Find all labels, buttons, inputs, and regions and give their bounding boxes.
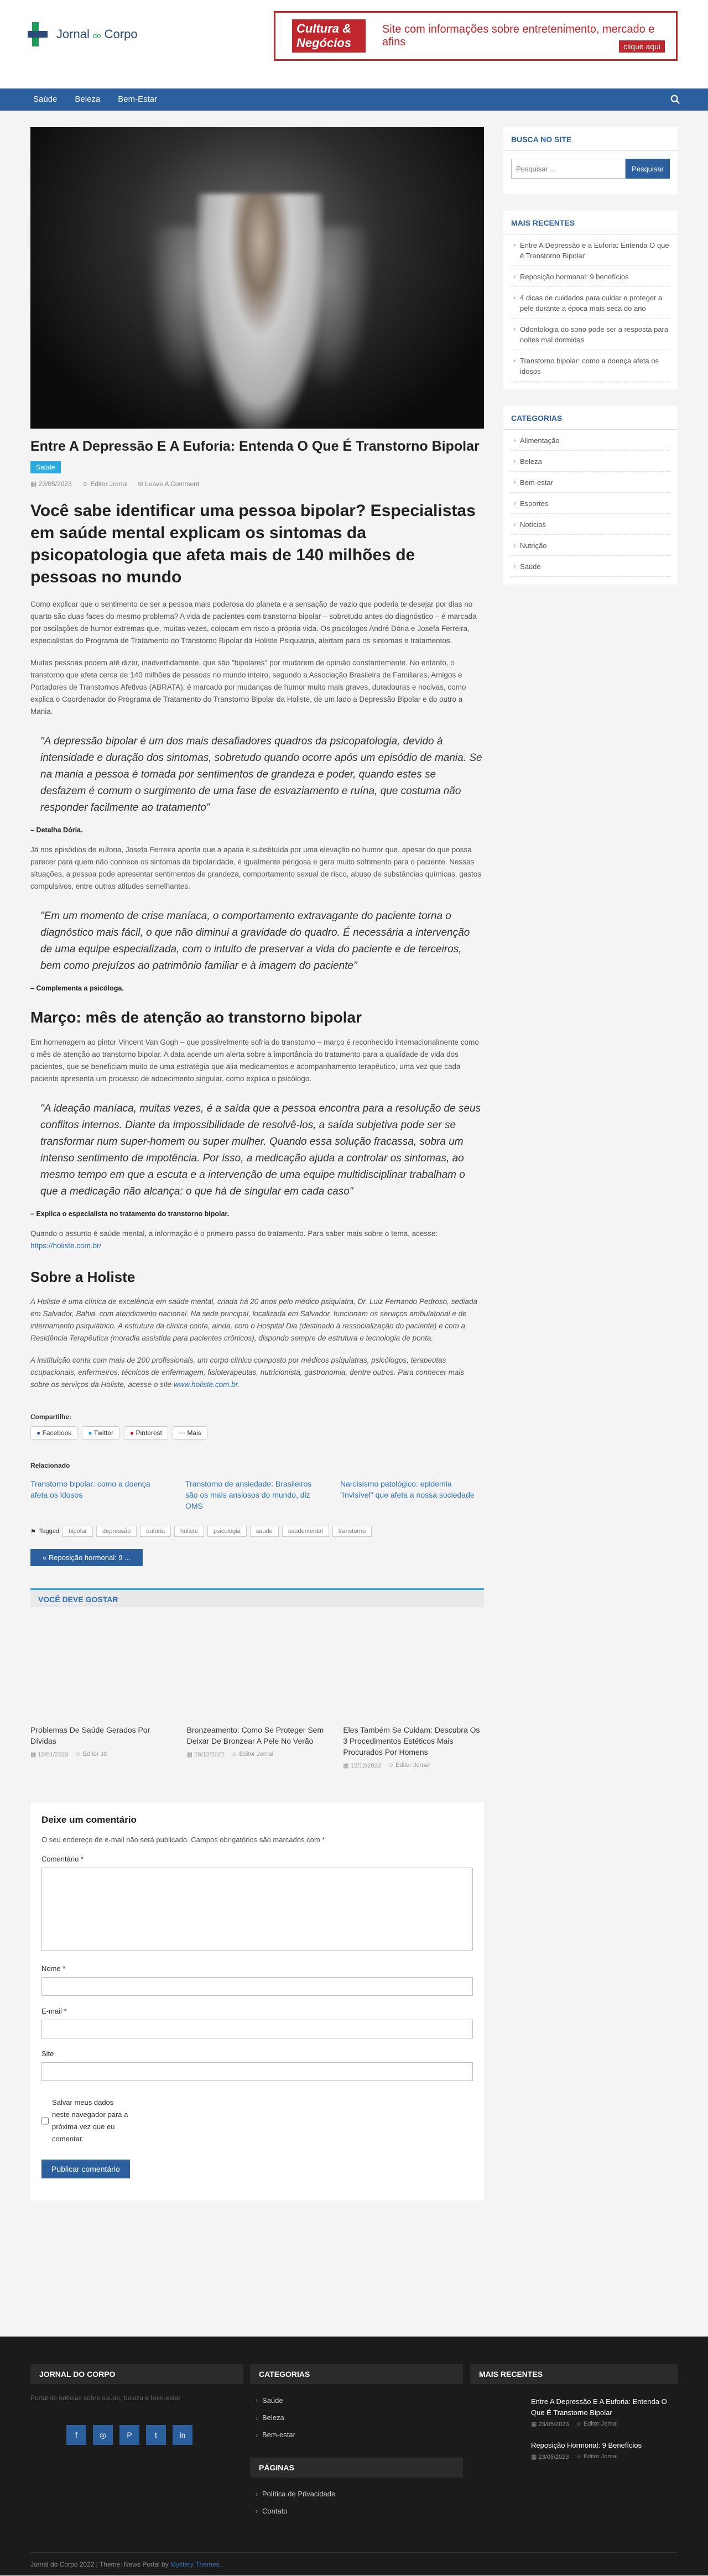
paragraph: Como explicar que o sentimento de ser a pessoa mais poderosa do planeta e a sensação de vazio que poderia te desejar por dias no quarto são duas faces do mesmo problema? A vida de pacientes com transtorno bipolar – sobretudo antes do diagnóstico – é marcada por oscilações de humor extremas que, muitas vezes, colocam em risco a própria vida. Os psicólogos André Dória e Josefa Ferreira, especialistas do Programa de Tratamento do Transtorno Bipolar da Holiste Psiquiatria, alertam para os sintomas e tratamentos.	[30, 600, 477, 645]
facebook-icon: ●	[37, 1429, 41, 1437]
tag[interactable]: transtorno	[332, 1526, 372, 1537]
tag[interactable]: saude	[250, 1526, 279, 1537]
post-card[interactable]	[187, 1616, 328, 1769]
site-logo[interactable]	[28, 22, 138, 46]
tag[interactable]: saudemental	[282, 1526, 329, 1537]
footer-post-title[interactable]: Reposição Hormonal: 9 Benefícios	[531, 2441, 642, 2449]
copyright: Jornal do Corpo 2022 | Theme: News Portal by Mystery Themes.	[30, 2552, 678, 2575]
category-link[interactable]: › Nutrição	[511, 535, 670, 556]
post-card[interactable]	[30, 1616, 171, 1769]
footer-category-link[interactable]: › Bem-estar	[250, 2426, 463, 2443]
site-label: Site	[41, 2050, 54, 2058]
share-more-button[interactable]: ⋯ Mais	[173, 1426, 207, 1440]
footer-post-meta: ▦ 23/05/2023 ☺ Editor Jornal	[531, 2453, 618, 2460]
theme-link[interactable]: Mystery Themes.	[170, 2561, 221, 2568]
comment-title: Deixe um comentário	[41, 1814, 137, 1825]
tag-list	[30, 1526, 484, 1537]
sidebar-search-button[interactable]: Pesquisar	[626, 159, 670, 179]
category-badge[interactable]: Saúde	[30, 461, 61, 473]
post-card-title[interactable]: Eles Também Se Cuidam: Descubra Os 3 Procedimentos Estéticos Mais Procurados Por Homens	[343, 1725, 480, 1756]
widget-title: CATEGORIAS	[503, 406, 678, 430]
main-nav	[0, 88, 708, 111]
recent-post-link[interactable]: › Entre A Depressão e a Euforia: Entenda O que é Transtorno Bipolar	[511, 234, 670, 266]
post-card-meta: ▦ 13/01/2023 ☺ Editor JC	[30, 1751, 108, 1758]
quote: "A ideação maníaca, muitas vezes, é a saída que a pessoa encontra para a resolução de seus conflitos internos. Diante da impossibilidade de resolvê-los, a saída subjetiva pode ser se transformar num super-homem ou super mulher. Quando essa solução fracassa, sobra um intenso sentimento de impotência. Por isso, a medicação ajuda a controlar os sintomas, ao mesmo tempo em que a escuta e a intervenção de uma equipe multidisciplinar trabalham o que a medicação não alcança: o que há de singular em cada caso"	[40, 1103, 481, 1197]
banner-text: Site com informações sobre entretenimento, mercado e afins	[382, 23, 655, 48]
comment-link[interactable]: ✉ Leave A Comment	[137, 480, 200, 488]
recent-post-link[interactable]: › Transtorno bipolar: como a doença afeta os idosos	[511, 350, 670, 382]
footer-page-link[interactable]: › Contato	[250, 2502, 463, 2520]
section-heading: Sobre a Holiste	[30, 1269, 136, 1285]
post-thumbnail[interactable]	[343, 1616, 484, 1715]
article-main	[30, 127, 484, 2200]
footer-post[interactable]	[470, 2440, 678, 2460]
related-posts	[30, 1478, 484, 1511]
category-link[interactable]: › Esportes	[511, 493, 670, 514]
more-icon: ⋯	[178, 1429, 185, 1437]
submit-comment-button[interactable]: Publicar comentário	[41, 2160, 130, 2178]
comment-textarea[interactable]	[41, 1868, 473, 1951]
footer-widget-title: JORNAL DO CORPO	[30, 2364, 243, 2384]
nav-item-saude[interactable]: Saúde	[33, 95, 58, 104]
post-card-meta: ▦ 12/12/2022 ☺ Editor Jornal	[343, 1762, 430, 1769]
tag[interactable]: bipolar	[63, 1526, 93, 1537]
paragraph: Já nos episódios de euforia, Josefa Ferreira aponta que a apatia é substituída por uma elevação no humor que, apesar do que possa parecer para quem não conhece os sintomas da bipolaridade, é igualmente perigosa e gera muito sofrimento para o paciente. Nessas situações, a pessoa pode apresentar sentimentos de grandeza, comportamento sexual de risco, abuso de substâncias químicas, gastos compulsivos, entre outras atitudes semelhantes.	[30, 846, 481, 890]
category-link[interactable]: › Bem-estar	[511, 472, 670, 493]
sidebar-search-input[interactable]	[511, 159, 626, 179]
holiste-link[interactable]: https://holiste.com.br/	[30, 1242, 102, 1250]
quote: "Em um momento de crise maníaca, o comportamento extravagante do paciente torna o diagnóstico mais fácil, o que não diminui a gravidade do quadro. É necessária a intervenção de uma equipe especializada, com o intuito de preservar a vida do paciente e de terceiros, bem como prejuízos ao patrimônio familiar e à imagem do paciente"	[40, 910, 470, 972]
social-links	[66, 2425, 243, 2445]
comment-form	[30, 1802, 484, 2200]
post-card-meta: ▦ 28/12/2022 ☺ Editor Jornal	[186, 1751, 274, 1758]
footer-about-text: Portal de notícias sobre saúde, beleza e bem-estar	[30, 2394, 181, 2402]
search-widget	[503, 127, 678, 194]
site-field[interactable]	[41, 2062, 473, 2081]
featured-image	[30, 127, 484, 429]
recent-post-link[interactable]: › 4 dicas de cuidados para cuidar e proteger a pele durante a época mais seca do ano	[511, 287, 670, 319]
tag[interactable]: depressão	[96, 1526, 137, 1537]
paragraph: A Holiste é uma clínica de excelência em saúde mental, criada há 20 anos pelo médico psiquiatra, Dr. Luiz Fernando Pedroso, sediada em Salvador, Bahia, com atendimento nacional. Na sede principal, localizada em Salvador, funcionam os serviços ambulatorial e de internamento psiquiátrico. A estrutura da clínica conta, ainda, com o Hospital Dia (destinado à ressocialização do paciente) e com a Residência Terapêutica (moradia assistida para pacientes crônicos), dispondo sempre de estrutura e tecnologia de ponta.	[30, 1297, 477, 1342]
site-footer	[0, 2337, 708, 2575]
twitter-icon: ●	[88, 1429, 92, 1437]
paragraph: A instituição conta com mais de 200 profissionais, um corpo clínico composto por médicos psiquiatras, psicólogos, terapeutas ocupacionais, enfermeiros, técnicos de enfermagem, fisioterapeutas, nutricionista, gastronomia, dentre outros. Para conhecer mais sobre os serviços da Holiste, acesse o site www.holiste.com.br.	[30, 1356, 465, 1389]
post-thumbnail[interactable]	[187, 1616, 328, 1715]
related-post-link[interactable]: Transtorno bipolar: como a doença afeta os idosos	[30, 1479, 150, 1499]
post-card[interactable]	[343, 1616, 484, 1769]
banner-logo: Cultura & Negócios	[292, 19, 366, 53]
post-thumbnail[interactable]	[30, 1616, 171, 1715]
must-read-cards	[30, 1616, 484, 1769]
share-label: Compartilhe:	[30, 1413, 72, 1421]
banner-button[interactable]: clique aqui	[619, 40, 665, 53]
quote-cite: – Complementa a psicóloga.	[30, 984, 124, 992]
post-author[interactable]: ☺ Editor Jornal	[81, 480, 128, 488]
name-label: Nome *	[41, 1964, 66, 1973]
nav-item-beleza[interactable]: Beleza	[75, 95, 101, 104]
email-field[interactable]	[41, 2020, 473, 2038]
tag[interactable]: euforia	[140, 1526, 171, 1537]
pinterest-icon[interactable]: P	[119, 2425, 139, 2445]
footer-category-link[interactable]: › Saúde	[250, 2392, 463, 2409]
search-icon[interactable]	[670, 95, 680, 105]
email-label: E-mail *	[41, 2007, 67, 2015]
tag[interactable]: psicologia	[207, 1526, 247, 1537]
share-buttons	[30, 1426, 484, 1440]
category-link[interactable]: › Saúde	[511, 556, 670, 577]
post-card-title[interactable]: Problemas De Saúde Gerados Por Dívidas	[30, 1725, 150, 1745]
logo-text: Jornal do Corpo	[56, 27, 138, 41]
share-twitter-button[interactable]: ● Twitter	[82, 1426, 119, 1440]
categories-widget	[503, 406, 678, 585]
comment-note: O seu endereço de e-mail não será publicado. Campos obrigatórios são marcados com *	[41, 1835, 325, 1844]
recent-post-link[interactable]: › Odontologia do sono pode ser a resposta para noites mal dormidas	[511, 319, 670, 350]
quote-cite: – Detalha Dória.	[30, 826, 83, 834]
footer-page-link[interactable]: › Política de Privacidade	[250, 2485, 463, 2502]
tag-icon: ⚑	[30, 1528, 36, 1535]
site-header	[0, 0, 708, 88]
facebook-icon[interactable]: f	[66, 2425, 86, 2445]
save-info-label: Salvar meus dados neste navegador para a próxima vez que eu comentar.	[52, 2098, 128, 2143]
related-post-link[interactable]: Narcisismo patológico: epidemia "invisível" que afeta a nossa sociedade	[340, 1479, 475, 1499]
instagram-icon[interactable]: ◎	[93, 2425, 113, 2445]
name-field[interactable]	[41, 1977, 473, 1996]
category-link[interactable]: › Alimentação	[511, 430, 670, 451]
related-label: Relacionado	[30, 1462, 70, 1469]
paragraph: Muitas pessoas podem até dizer, inadvertidamente, que são "bipolares" por mudarem de opinião constantemente. No entanto, o transtorno que afeta cerca de 140 milhões de pessoas no mundo inteiro, segundo a Associação Brasileira de Familiares, Amigos e Portadores de Transtornos Afetivos (ABRATA), é marcado por mudanças de humor muito mais graves, duradouras e nocivas, como explica o Coordenador do Programa de Tratamento do Transtorno Bipolar da Holiste, de um lado a Depressão Bipolar e do outro a Mania.	[30, 659, 466, 716]
share-pinterest-button[interactable]: ● Pinterest	[124, 1426, 168, 1440]
category-link[interactable]: › Beleza	[511, 451, 670, 472]
tags-label: Tagged	[39, 1528, 59, 1535]
recent-post-link[interactable]: › Reposição hormonal: 9 benefícios	[511, 266, 670, 287]
holiste-site-link[interactable]: www.holiste.com.br.	[173, 1380, 240, 1389]
twitter-icon[interactable]: t	[146, 2425, 166, 2445]
recent-posts-widget	[503, 211, 678, 389]
article-lead: Você sabe identificar uma pessoa bipolar? Especialistas em saúde mental explicam os sintomas da psicopatologia que afeta mais de 140 milhões de pessoas no mundo	[30, 502, 476, 586]
share-facebook-button[interactable]: ● Facebook	[30, 1426, 77, 1440]
ad-banner[interactable]	[274, 11, 678, 61]
footer-recent	[470, 2364, 678, 2460]
footer-post-title[interactable]: Entre A Depressão E A Euforia: Entenda O Que É Transtorno Bipolar	[531, 2397, 667, 2417]
related-post-link[interactable]: Transtorno de ansiedade: Brasileiros são os mais ansiosos do mundo, diz OMS	[185, 1479, 312, 1510]
footer-post-meta: ▦ 23/05/2023 ☺ Editor Jornal	[531, 2421, 618, 2428]
footer-category-link[interactable]: › Beleza	[250, 2409, 463, 2426]
footer-about	[30, 2364, 243, 2445]
widget-title: MAIS RECENTES	[503, 211, 678, 234]
article-title: Entre A Depressão E A Euforia: Entenda O Que É Transtorno Bipolar	[30, 439, 480, 454]
nav-item-bem-estar[interactable]: Bem-Estar	[118, 95, 158, 104]
footer-widget-title: CATEGORIAS	[250, 2364, 463, 2384]
widget-title: BUSCA NO SITE	[503, 127, 678, 151]
logo-cross-icon	[28, 22, 52, 46]
post-date[interactable]: ▦ 23/05/2023	[30, 480, 72, 488]
footer-widget-title: MAIS RECENTES	[470, 2364, 678, 2384]
pinterest-icon: ●	[130, 1429, 134, 1437]
category-link[interactable]: › Notícias	[511, 514, 670, 535]
paragraph: Quando o assunto é saúde mental, a informação é o primeiro passo do tratamento. Para saber mais sobre o tema, acesse: https://holiste.com.br/	[30, 1229, 438, 1250]
next-post-button[interactable]: « Reposição hormonal: 9 ...	[30, 1549, 143, 1566]
tag[interactable]: holiste	[174, 1526, 204, 1537]
post-card-title[interactable]: Bronzeamento: Como Se Proteger Sem Deixar De Bronzear A Pele No Verão	[186, 1725, 324, 1745]
save-info	[41, 2097, 473, 2145]
save-info-checkbox[interactable]	[41, 2097, 49, 2145]
footer-post[interactable]	[470, 2396, 678, 2428]
comment-label: Comentário *	[41, 1855, 84, 1863]
footer-categories	[250, 2364, 463, 2520]
quote-cite: – Explica o especialista no tratamento do transtorno bipolar.	[30, 1210, 230, 1218]
paragraph: Em homenagem ao pintor Vincent Van Gogh – que possivelmente sofria do transtorno – março é reconhecido internacionalmente como o mês de atenção ao transtorno bipolar. A data acende um alerta sobre a importância do tratamento para a qualidade de vida dos pacientes, que se beneficiam muito de uma estratégia que alia medicamentos e acompanhamento terapêutico, uma vez que cada paciente apresenta um processo de adoecimento singular, como explica o psicólogo.	[30, 1038, 479, 1083]
footer-widget-title: PÁGINAS	[250, 2458, 463, 2478]
section-heading: Março: mês de atenção ao transtorno bipolar	[30, 1009, 362, 1026]
article-meta	[30, 480, 484, 488]
linkedin-icon[interactable]: in	[173, 2425, 192, 2445]
must-read-heading: VOCÊ DEVE GOSTAR	[30, 1588, 484, 1607]
quote: "A depressão bipolar é um dos mais desafiadores quadros da psicopatologia, devido à intensidade e duração dos sintomas, sobretudo quando ocorre após um episódio de mania. Se na mania a pessoa é tomada por sentimentos de grandeza e poder, quando estes se desfazem é comum o surgimento de uma fase de esvaziamento e ruína, que costuma não responder facilmente ao tratamento"	[40, 736, 482, 814]
sidebar	[503, 127, 678, 601]
